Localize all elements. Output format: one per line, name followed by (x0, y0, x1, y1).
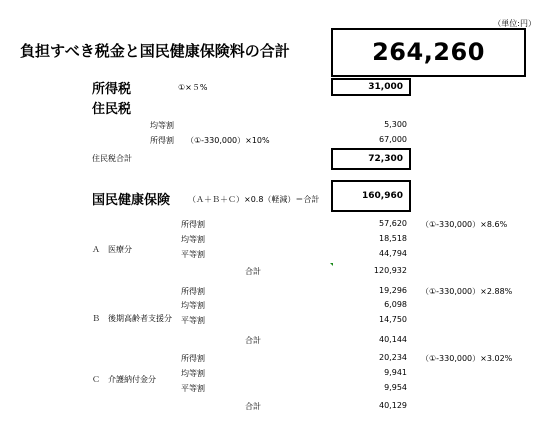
kokuho-formula: （Ａ＋Ｂ＋Ｃ）×0.8（軽減）＝合計 (188, 195, 320, 204)
section-a-subtotal-label: 合計 (245, 267, 261, 276)
section-b-row-value: 6,098 (384, 300, 407, 309)
section-a-row-value: 57,620 (379, 219, 407, 228)
total-box (331, 28, 526, 77)
section-a-row-value: 44,794 (379, 249, 407, 258)
section-a-name: Ａ 医療分 (92, 245, 132, 254)
section-b-row-formula: （①-330,000）×2.88% (421, 287, 513, 296)
section-c-row-label: 均等割 (181, 369, 205, 378)
section-a-row-label: 均等割 (181, 235, 205, 244)
section-b-row-label: 均等割 (181, 301, 205, 310)
juminzei-shotokuwari-label: 所得割 (150, 136, 174, 145)
section-a-row-label: 所得割 (181, 220, 205, 229)
section-c-row-label: 所得割 (181, 354, 205, 363)
juminzei-total-box (331, 148, 411, 170)
section-c-subtotal: 40,129 (379, 401, 407, 410)
section-c-row-value: 20,234 (379, 353, 407, 362)
section-c-row-value: 9,954 (384, 383, 407, 392)
section-c-row-value: 9,941 (384, 368, 407, 377)
unit-note: （単位:円） (493, 19, 536, 28)
kokuho-box (331, 180, 411, 212)
section-a-row-formula: （①-330,000）×8.6% (421, 220, 508, 229)
kokuho-label: 国民健康保険 (92, 193, 171, 208)
kokuho-value: 160,960 (362, 191, 403, 201)
juminzei-shotokuwari-formula: （①-330,000）×10% (186, 136, 270, 145)
section-c-row-label: 平等割 (181, 384, 205, 393)
section-b-subtotal: 40,144 (379, 335, 407, 344)
juminzei-label: 住民税 (92, 102, 132, 117)
section-b-row-label: 所得割 (181, 287, 205, 296)
section-c-row-formula: （①-330,000）×3.02% (421, 354, 513, 363)
section-a-row-label: 平等割 (181, 250, 205, 259)
shotokuzei-label: 所得税 (92, 82, 132, 97)
juminzei-kintowari-label: 均等割 (150, 121, 174, 130)
juminzei-kintowari-value: 5,300 (384, 120, 407, 129)
section-b-name: Ｂ 後期高齢者支援分 (92, 314, 172, 323)
section-b-row-label: 平等割 (181, 316, 205, 325)
section-b-row-value: 14,750 (379, 315, 407, 324)
cell-comment-marker (330, 263, 333, 266)
shotokuzei-formula: ①×５% (178, 83, 208, 92)
section-a-row-value: 18,518 (379, 234, 407, 243)
section-c-subtotal-label: 合計 (245, 402, 261, 411)
section-c-name: Ｃ 介護納付金分 (92, 375, 156, 384)
juminzei-total-value: 72,300 (368, 154, 403, 164)
juminzei-total-label: 住民税合計 (92, 154, 132, 163)
shotokuzei-value: 31,000 (368, 82, 403, 92)
juminzei-shotokuwari-value: 67,000 (379, 135, 407, 144)
shotokuzei-box (331, 78, 411, 96)
total-value: 264,260 (372, 38, 485, 66)
section-a-subtotal: 120,932 (373, 266, 407, 275)
page-title: 負担すべき税金と国民健康保険料の合計 (20, 42, 290, 60)
section-b-row-value: 19,296 (379, 286, 407, 295)
section-b-subtotal-label: 合計 (245, 336, 261, 345)
